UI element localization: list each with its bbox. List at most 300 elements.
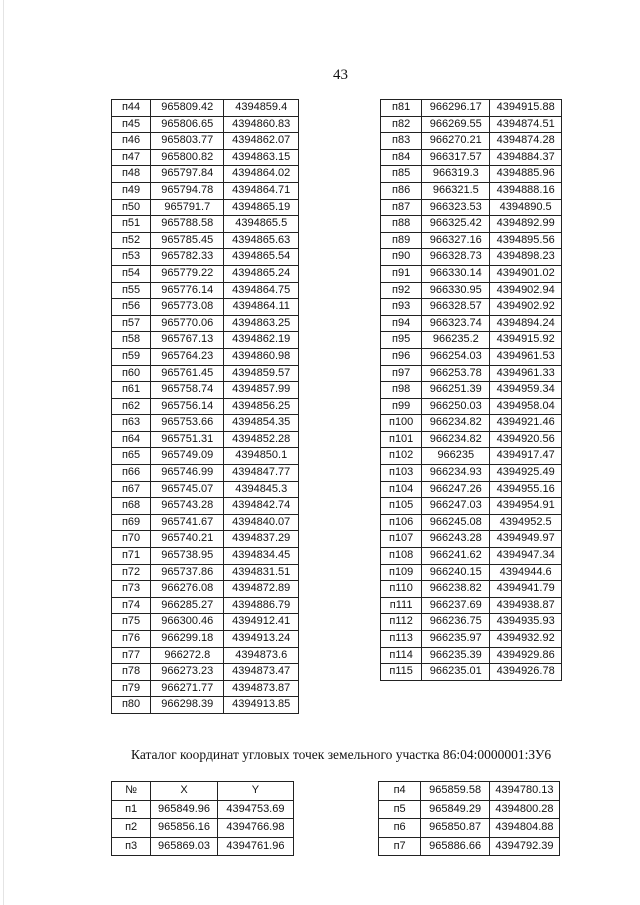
- y-coordinate-cell: 4394925.49: [490, 465, 562, 482]
- table-row: [112, 100, 299, 117]
- x-coordinate-cell: 965767.13: [151, 332, 224, 349]
- table-row: [381, 597, 562, 614]
- x-coordinate-cell: 965753.66: [151, 415, 224, 432]
- y-coordinate-cell: 4394842.74: [224, 498, 299, 515]
- y-coordinate-cell: 4394862.19: [224, 332, 299, 349]
- y-coordinate-cell: 4394753.69: [217, 800, 293, 819]
- x-coordinate-cell: 965761.45: [151, 365, 224, 382]
- table-row: [381, 531, 562, 548]
- table-row: [112, 166, 299, 183]
- point-id-cell: п111: [381, 597, 422, 614]
- x-coordinate-cell: 965850.87: [421, 819, 490, 838]
- y-coordinate-cell: 4394792.39: [489, 837, 559, 856]
- table-row: [112, 299, 299, 316]
- point-id-cell: п100: [381, 415, 422, 432]
- point-id-cell: п112: [381, 614, 422, 631]
- point-id-cell: п45: [112, 116, 151, 133]
- point-id-cell: п67: [112, 481, 151, 498]
- table-row: [379, 819, 560, 838]
- point-id-cell: п113: [381, 631, 422, 648]
- y-coordinate-cell: 4394804.88: [489, 819, 559, 838]
- table-row: [112, 133, 299, 150]
- y-coordinate-cell: 4394865.5: [224, 216, 299, 233]
- table-row: [381, 332, 562, 349]
- x-coordinate-cell: 965849.96: [151, 800, 218, 819]
- table-row: [381, 564, 562, 581]
- table-row: [112, 149, 299, 166]
- y-coordinate-cell: 4394831.51: [224, 564, 299, 581]
- point-id-cell: п101: [381, 431, 422, 448]
- y-coordinate-cell: 4394947.34: [490, 548, 562, 565]
- table-row: [381, 398, 562, 415]
- table-row: [112, 631, 299, 648]
- y-coordinate-cell: 4394892.99: [490, 216, 562, 233]
- point-id-cell: п93: [381, 299, 422, 316]
- table-row: [381, 514, 562, 531]
- x-coordinate-cell: 966234.93: [422, 465, 490, 482]
- x-coordinate-cell: 965779.22: [151, 265, 224, 282]
- y-coordinate-cell: 4394863.25: [224, 315, 299, 332]
- table-row: [381, 465, 562, 482]
- x-coordinate-cell: 965743.28: [151, 498, 224, 515]
- x-coordinate-cell: 966323.53: [422, 199, 490, 216]
- point-id-cell: п69: [112, 514, 151, 531]
- point-id-cell: п94: [381, 315, 422, 332]
- x-coordinate-cell: 966237.69: [422, 597, 490, 614]
- point-id-cell: п104: [381, 481, 422, 498]
- table-row: [381, 249, 562, 266]
- point-id-cell: п59: [112, 348, 151, 365]
- point-id-cell: п48: [112, 166, 151, 183]
- x-coordinate-cell: 966235.97: [422, 631, 490, 648]
- table-row: [112, 800, 294, 819]
- y-coordinate-cell: 4394929.86: [490, 647, 562, 664]
- x-coordinate-cell: 966254.03: [422, 348, 490, 365]
- table-row: [381, 348, 562, 365]
- x-coordinate-cell: 965764.23: [151, 348, 224, 365]
- header-cell: X: [151, 782, 218, 801]
- y-coordinate-cell: 4394873.6: [224, 647, 299, 664]
- y-coordinate-cell: 4394921.46: [490, 415, 562, 432]
- point-id-cell: п44: [112, 100, 151, 117]
- table-row: [381, 614, 562, 631]
- point-id-cell: п47: [112, 149, 151, 166]
- table-row: [112, 498, 299, 515]
- point-id-cell: п87: [381, 199, 422, 216]
- table-row: [112, 415, 299, 432]
- table-row: [112, 581, 299, 598]
- point-id-cell: п76: [112, 631, 151, 648]
- x-coordinate-cell: 966296.17: [422, 100, 490, 117]
- point-id-cell: п4: [379, 782, 421, 801]
- point-id-cell: п68: [112, 498, 151, 515]
- point-id-cell: п70: [112, 531, 151, 548]
- y-coordinate-cell: 4394932.92: [490, 631, 562, 648]
- point-id-cell: п79: [112, 680, 151, 697]
- x-coordinate-cell: 965794.78: [151, 182, 224, 199]
- point-id-cell: п65: [112, 448, 151, 465]
- y-coordinate-cell: 4394941.79: [490, 581, 562, 598]
- y-coordinate-cell: 4394961.53: [490, 348, 562, 365]
- y-coordinate-cell: 4394837.29: [224, 531, 299, 548]
- y-coordinate-cell: 4394780.13: [489, 782, 559, 801]
- table-row: [381, 282, 562, 299]
- point-id-cell: п75: [112, 614, 151, 631]
- point-id-cell: п71: [112, 548, 151, 565]
- y-coordinate-cell: 4394917.47: [490, 448, 562, 465]
- y-coordinate-cell: 4394885.96: [490, 166, 562, 183]
- x-coordinate-cell: 966276.08: [151, 581, 224, 598]
- x-coordinate-cell: 965785.45: [151, 232, 224, 249]
- point-id-cell: п60: [112, 365, 151, 382]
- y-coordinate-cell: 4394845.3: [224, 481, 299, 498]
- point-id-cell: п52: [112, 232, 151, 249]
- y-coordinate-cell: 4394834.45: [224, 548, 299, 565]
- x-coordinate-cell: 966247.03: [422, 498, 490, 515]
- y-coordinate-cell: 4394894.24: [490, 315, 562, 332]
- x-coordinate-cell: 965758.74: [151, 382, 224, 399]
- table-row: [112, 465, 299, 482]
- point-id-cell: п110: [381, 581, 422, 598]
- y-coordinate-cell: 4394944.6: [490, 564, 562, 581]
- table-row: [112, 647, 299, 664]
- point-id-cell: п82: [381, 116, 422, 133]
- y-coordinate-cell: 4394860.83: [224, 116, 299, 133]
- x-coordinate-cell: 965756.14: [151, 398, 224, 415]
- scan-margin-line: [3, 0, 4, 905]
- y-coordinate-cell: 4394926.78: [490, 664, 562, 681]
- y-coordinate-cell: 4394901.02: [490, 265, 562, 282]
- table-row: [381, 481, 562, 498]
- table-row: [112, 664, 299, 681]
- x-coordinate-cell: 966251.39: [422, 382, 490, 399]
- y-coordinate-cell: 4394874.28: [490, 133, 562, 150]
- point-id-cell: п115: [381, 664, 422, 681]
- x-coordinate-cell: 965782.33: [151, 249, 224, 266]
- x-coordinate-cell: 966235.39: [422, 647, 490, 664]
- table-row: [112, 348, 299, 365]
- y-coordinate-cell: 4394920.56: [490, 431, 562, 448]
- x-coordinate-cell: 965797.84: [151, 166, 224, 183]
- y-coordinate-cell: 4394761.96: [217, 837, 293, 856]
- y-coordinate-cell: 4394862.07: [224, 133, 299, 150]
- point-id-cell: п85: [381, 166, 422, 183]
- table-row: [381, 315, 562, 332]
- x-coordinate-cell: 965806.65: [151, 116, 224, 133]
- point-id-cell: п63: [112, 415, 151, 432]
- x-coordinate-cell: 966273.23: [151, 664, 224, 681]
- table-row: [112, 597, 299, 614]
- table-row: [381, 448, 562, 465]
- table-row: [112, 332, 299, 349]
- y-coordinate-cell: 4394915.92: [490, 332, 562, 349]
- x-coordinate-cell: 965849.29: [421, 800, 490, 819]
- x-coordinate-cell: 965745.07: [151, 481, 224, 498]
- x-coordinate-cell: 966327.16: [422, 232, 490, 249]
- x-coordinate-cell: 965741.67: [151, 514, 224, 531]
- table-row: [381, 581, 562, 598]
- point-id-cell: п90: [381, 249, 422, 266]
- x-coordinate-cell: 965776.14: [151, 282, 224, 299]
- table-row: [112, 182, 299, 199]
- x-coordinate-cell: 965737.86: [151, 564, 224, 581]
- x-coordinate-cell: 966253.78: [422, 365, 490, 382]
- y-coordinate-cell: 4394873.47: [224, 664, 299, 681]
- y-coordinate-cell: 4394850.1: [224, 448, 299, 465]
- point-id-cell: п81: [381, 100, 422, 117]
- point-id-cell: п105: [381, 498, 422, 515]
- table-row: [112, 315, 299, 332]
- y-coordinate-cell: 4394854.35: [224, 415, 299, 432]
- point-id-cell: п80: [112, 697, 151, 714]
- point-id-cell: п89: [381, 232, 422, 249]
- table-row: [381, 548, 562, 565]
- x-coordinate-cell: 965803.77: [151, 133, 224, 150]
- y-coordinate-cell: 4394913.85: [224, 697, 299, 714]
- x-coordinate-cell: 965746.99: [151, 465, 224, 482]
- coordinates-table-bottom-left: [111, 781, 294, 856]
- point-id-cell: п7: [379, 837, 421, 856]
- x-coordinate-cell: 966272.8: [151, 647, 224, 664]
- y-coordinate-cell: 4394954.91: [490, 498, 562, 515]
- table-row: [381, 498, 562, 515]
- table-row: [381, 382, 562, 399]
- table-row: [381, 299, 562, 316]
- y-coordinate-cell: 4394852.28: [224, 431, 299, 448]
- table-row: [112, 216, 299, 233]
- x-coordinate-cell: 966236.75: [422, 614, 490, 631]
- point-id-cell: п83: [381, 133, 422, 150]
- header-cell: Y: [217, 782, 293, 801]
- x-coordinate-cell: 966325.42: [422, 216, 490, 233]
- x-coordinate-cell: 965809.42: [151, 100, 224, 117]
- x-coordinate-cell: 966240.15: [422, 564, 490, 581]
- table-row: [381, 133, 562, 150]
- table-row: [112, 431, 299, 448]
- x-coordinate-cell: 965856.16: [151, 819, 218, 838]
- table-row: [381, 431, 562, 448]
- point-id-cell: п72: [112, 564, 151, 581]
- x-coordinate-cell: 965770.06: [151, 315, 224, 332]
- x-coordinate-cell: 965751.31: [151, 431, 224, 448]
- table-row: [112, 680, 299, 697]
- x-coordinate-cell: 966234.82: [422, 431, 490, 448]
- y-coordinate-cell: 4394952.5: [490, 514, 562, 531]
- table-row: [381, 182, 562, 199]
- y-coordinate-cell: 4394864.02: [224, 166, 299, 183]
- point-id-cell: п55: [112, 282, 151, 299]
- table-row: [112, 365, 299, 382]
- y-coordinate-cell: 4394872.89: [224, 581, 299, 598]
- table-row: [381, 265, 562, 282]
- table-row: [112, 514, 299, 531]
- x-coordinate-cell: 966328.57: [422, 299, 490, 316]
- point-id-cell: п106: [381, 514, 422, 531]
- x-coordinate-cell: 966323.74: [422, 315, 490, 332]
- y-coordinate-cell: 4394864.11: [224, 299, 299, 316]
- point-id-cell: п84: [381, 149, 422, 166]
- y-coordinate-cell: 4394915.88: [490, 100, 562, 117]
- table-row: [381, 216, 562, 233]
- point-id-cell: п54: [112, 265, 151, 282]
- y-coordinate-cell: 4394959.34: [490, 382, 562, 399]
- point-id-cell: п97: [381, 365, 422, 382]
- table-row: [112, 116, 299, 133]
- y-coordinate-cell: 4394865.63: [224, 232, 299, 249]
- point-id-cell: п108: [381, 548, 422, 565]
- point-id-cell: п62: [112, 398, 151, 415]
- x-coordinate-cell: 966238.82: [422, 581, 490, 598]
- y-coordinate-cell: 4394955.16: [490, 481, 562, 498]
- y-coordinate-cell: 4394840.07: [224, 514, 299, 531]
- y-coordinate-cell: 4394856.25: [224, 398, 299, 415]
- table-row: [112, 382, 299, 399]
- x-coordinate-cell: 966235: [422, 448, 490, 465]
- x-coordinate-cell: 966319.3: [422, 166, 490, 183]
- table-row: [381, 647, 562, 664]
- y-coordinate-cell: 4394863.15: [224, 149, 299, 166]
- table-row: [112, 837, 294, 856]
- point-id-cell: п107: [381, 531, 422, 548]
- x-coordinate-cell: 966321.5: [422, 182, 490, 199]
- table-row: [379, 837, 560, 856]
- y-coordinate-cell: 4394884.37: [490, 149, 562, 166]
- table-row: [112, 282, 299, 299]
- x-coordinate-cell: 966245.08: [422, 514, 490, 531]
- table-row: [112, 398, 299, 415]
- point-id-cell: п95: [381, 332, 422, 349]
- x-coordinate-cell: 965886.66: [421, 837, 490, 856]
- y-coordinate-cell: 4394864.71: [224, 182, 299, 199]
- point-id-cell: п57: [112, 315, 151, 332]
- y-coordinate-cell: 4394895.56: [490, 232, 562, 249]
- x-coordinate-cell: 965869.03: [151, 837, 218, 856]
- table-row: [381, 166, 562, 183]
- y-coordinate-cell: 4394898.23: [490, 249, 562, 266]
- table-row: [381, 365, 562, 382]
- table-row: [112, 249, 299, 266]
- point-id-cell: п73: [112, 581, 151, 598]
- table-row: [381, 116, 562, 133]
- point-id-cell: п46: [112, 133, 151, 150]
- table-row: [379, 782, 560, 801]
- x-coordinate-cell: 965749.09: [151, 448, 224, 465]
- table-row: [112, 614, 299, 631]
- table-row: [381, 199, 562, 216]
- table-row: [381, 415, 562, 432]
- y-coordinate-cell: 4394874.51: [490, 116, 562, 133]
- x-coordinate-cell: 966271.77: [151, 680, 224, 697]
- x-coordinate-cell: 966250.03: [422, 398, 490, 415]
- x-coordinate-cell: 965859.58: [421, 782, 490, 801]
- table-row: [112, 265, 299, 282]
- point-id-cell: п3: [112, 837, 151, 856]
- point-id-cell: п98: [381, 382, 422, 399]
- point-id-cell: п92: [381, 282, 422, 299]
- point-id-cell: п5: [379, 800, 421, 819]
- table-row: [381, 100, 562, 117]
- y-coordinate-cell: 4394865.19: [224, 199, 299, 216]
- y-coordinate-cell: 4394913.24: [224, 631, 299, 648]
- point-id-cell: п6: [379, 819, 421, 838]
- y-coordinate-cell: 4394902.92: [490, 299, 562, 316]
- y-coordinate-cell: 4394859.57: [224, 365, 299, 382]
- point-id-cell: п51: [112, 216, 151, 233]
- y-coordinate-cell: 4394961.33: [490, 365, 562, 382]
- table-row: [112, 232, 299, 249]
- point-id-cell: п78: [112, 664, 151, 681]
- x-coordinate-cell: 966328.73: [422, 249, 490, 266]
- x-coordinate-cell: 966234.82: [422, 415, 490, 432]
- x-coordinate-cell: 966300.46: [151, 614, 224, 631]
- point-id-cell: п77: [112, 647, 151, 664]
- table-row: [381, 664, 562, 681]
- x-coordinate-cell: 965773.08: [151, 299, 224, 316]
- y-coordinate-cell: 4394873.87: [224, 680, 299, 697]
- point-id-cell: п50: [112, 199, 151, 216]
- x-coordinate-cell: 966330.14: [422, 265, 490, 282]
- x-coordinate-cell: 965738.95: [151, 548, 224, 565]
- table-row: [112, 448, 299, 465]
- point-id-cell: п49: [112, 182, 151, 199]
- y-coordinate-cell: 4394864.75: [224, 282, 299, 299]
- y-coordinate-cell: 4394800.28: [489, 800, 559, 819]
- x-coordinate-cell: 966299.18: [151, 631, 224, 648]
- point-id-cell: п96: [381, 348, 422, 365]
- coordinates-table-bottom-right: [378, 781, 560, 856]
- page-number: 43: [333, 67, 348, 83]
- y-coordinate-cell: 4394865.24: [224, 265, 299, 282]
- x-coordinate-cell: 966269.55: [422, 116, 490, 133]
- table-row: [112, 564, 299, 581]
- y-coordinate-cell: 4394886.79: [224, 597, 299, 614]
- point-id-cell: п53: [112, 249, 151, 266]
- x-coordinate-cell: 966317.57: [422, 149, 490, 166]
- point-id-cell: п99: [381, 398, 422, 415]
- x-coordinate-cell: 966298.39: [151, 697, 224, 714]
- y-coordinate-cell: 4394860.98: [224, 348, 299, 365]
- table-row: [379, 800, 560, 819]
- point-id-cell: п56: [112, 299, 151, 316]
- point-id-cell: п114: [381, 647, 422, 664]
- y-coordinate-cell: 4394888.16: [490, 182, 562, 199]
- y-coordinate-cell: 4394912.41: [224, 614, 299, 631]
- table-header-row: [112, 782, 294, 801]
- x-coordinate-cell: 966241.62: [422, 548, 490, 565]
- y-coordinate-cell: 4394890.5: [490, 199, 562, 216]
- y-coordinate-cell: 4394902.94: [490, 282, 562, 299]
- point-id-cell: п1: [112, 800, 151, 819]
- x-coordinate-cell: 966235.01: [422, 664, 490, 681]
- y-coordinate-cell: 4394935.93: [490, 614, 562, 631]
- table-row: [112, 481, 299, 498]
- point-id-cell: п64: [112, 431, 151, 448]
- table-row: [381, 149, 562, 166]
- catalog-title: Каталог координат угловых точек земельного участка 86:04:0000001:ЗУ6: [131, 747, 552, 762]
- point-id-cell: п103: [381, 465, 422, 482]
- table-row: [112, 199, 299, 216]
- table-row: [381, 232, 562, 249]
- y-coordinate-cell: 4394949.97: [490, 531, 562, 548]
- x-coordinate-cell: 966285.27: [151, 597, 224, 614]
- table-row: [112, 548, 299, 565]
- point-id-cell: п2: [112, 819, 151, 838]
- x-coordinate-cell: 966330.95: [422, 282, 490, 299]
- x-coordinate-cell: 966270.21: [422, 133, 490, 150]
- x-coordinate-cell: 966243.28: [422, 531, 490, 548]
- point-id-cell: п66: [112, 465, 151, 482]
- point-id-cell: п88: [381, 216, 422, 233]
